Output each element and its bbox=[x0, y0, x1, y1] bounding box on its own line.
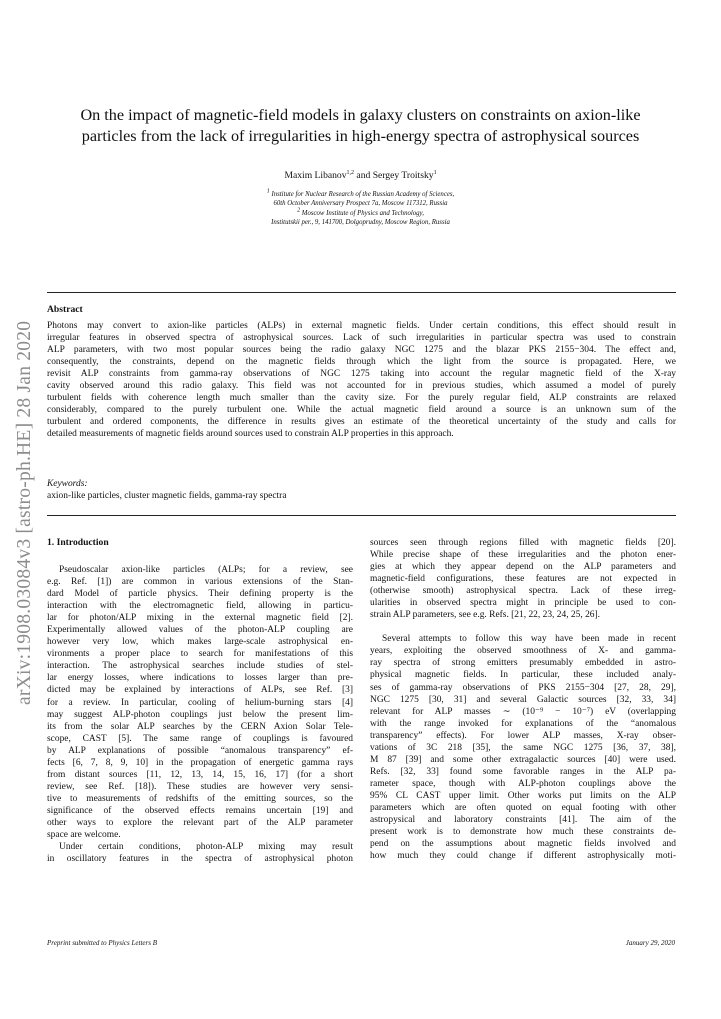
affiliation-line: $^2$ Moscow Institute of Physics and Technology, bbox=[297, 207, 424, 217]
text-line: present work is to demonstrate how much these constraints de- bbox=[370, 827, 676, 838]
text-line: parameters which are often quoted on equal footing with other bbox=[370, 802, 676, 813]
text-line: from distant sources [11, 12, 13, 14, 15, 16, 17] (for a short bbox=[47, 769, 353, 780]
author-name: Maxim Libanov bbox=[284, 170, 347, 181]
text-line: Experimentally allowed values of the photon-ALP coupling are bbox=[47, 625, 353, 636]
text-line: space are welcome. bbox=[47, 830, 121, 841]
text-line: ularities in observed spectra might in principle be used to con- bbox=[370, 598, 676, 609]
divider bbox=[47, 292, 676, 293]
abstract-line: revisit ALP constraints from gamma-ray observations of NGC 1275 taking into account the regular magnetic field of the X-ray bbox=[47, 369, 676, 380]
text-line: rameter space, though with ALP-photon couplings above the bbox=[370, 778, 676, 789]
text-line: may suggest ALP-photon couplings just below the present lim- bbox=[47, 709, 353, 720]
text-line: While precise shape of these irregularities and the photon ener- bbox=[370, 550, 676, 561]
footer-journal: Preprint submitted to Physics Letters B bbox=[47, 939, 157, 947]
text-line: vironments a proper place to search for manifestations of this bbox=[47, 649, 353, 660]
author-affil-mark: 1 bbox=[433, 169, 437, 176]
text-line: physical magnetic fields. In particular, these included analy- bbox=[370, 670, 676, 681]
text-line: scope, CAST [5]. The same range of couplings is favoured bbox=[47, 733, 353, 744]
abstract-line: consequently, the constraints, depend on the magnetic fields through which the light from the source is propagated. Here, we bbox=[47, 357, 676, 368]
text-line: magnetic-field configurations, these features are not expected in bbox=[370, 574, 676, 585]
text-line: Under certain conditions, photon-ALP mixing may result bbox=[59, 842, 353, 853]
left-column bbox=[47, 564, 353, 865]
text-line: M 87 [39] and some other extragalactic sources [40] were used. bbox=[370, 754, 676, 765]
abstract-body bbox=[47, 320, 676, 440]
text-line: other ways to explore the relevant part of the ALP parameter bbox=[47, 817, 353, 828]
paragraph-gap bbox=[370, 621, 676, 633]
text-line: ses of gamma-ray observations of PKS 2155−304 [27, 28, 29], bbox=[370, 682, 676, 693]
keywords-heading: Keywords: bbox=[47, 479, 88, 489]
author-line bbox=[0, 170, 721, 181]
text-line: vations of 3C 218 [35], the same NGC 1275 [36, 37, 38], bbox=[370, 742, 676, 753]
divider bbox=[47, 515, 676, 516]
text-line: with the range invoked for explanations of the “anomalous bbox=[370, 718, 676, 729]
text-line: for a review. In particular, cooling of helium-burning stars [4] bbox=[47, 697, 353, 708]
text-line: fects [6, 7, 8, 9, 10] in the propagation of energetic gamma rays bbox=[47, 757, 353, 768]
author-conjunction: and bbox=[354, 170, 373, 181]
text-line: dicted may be explained by interactions of ALPs, see Ref. [3] bbox=[47, 685, 353, 696]
text-line: by ALP explanations of possible “anomalous transparency” ef- bbox=[47, 745, 353, 756]
title-line: On the impact of magnetic-field models in galaxy clusters on constraints on axion-like bbox=[80, 106, 641, 124]
abstract-line: turbulent fields with coherence length much smaller than the cavity size. For the purely regular field, ALP constraints are relaxed bbox=[47, 393, 676, 404]
footer-date: January 29, 2020 bbox=[625, 939, 675, 947]
text-line: e.g. Ref. [1]) are common in various extensions of the Stan- bbox=[47, 577, 353, 588]
text-line: dard Model of particle physics. Their defining property is the bbox=[47, 589, 353, 600]
section-heading: 1. Introduction bbox=[47, 537, 109, 548]
title-line: particles from the lack of irregularities in high-energy spectra of astrophysical sources bbox=[81, 127, 640, 145]
author-name: Sergey Troitsky bbox=[372, 170, 434, 181]
affiliation-line: 60th October Anniversary Prospect 7a, Moscow 117312, Russia bbox=[273, 200, 448, 208]
text-line: sources seen through regions filled with magnetic fields [20]. bbox=[370, 538, 676, 548]
text-line: relevant for ALP masses ∼ (10⁻⁹ − 10⁻⁷) eV (overlapping bbox=[370, 706, 676, 717]
text-line: significance of the observed effects remains uncertain [19] and bbox=[47, 805, 353, 816]
text-line: in oscillatory features in the spectra of astrophysical photon bbox=[47, 854, 353, 865]
author-affil-mark: 1,2 bbox=[346, 169, 355, 176]
abstract-line: irregular features in observed spectra of astrophysical sources. Lack of such irregularities in particular spectra was used to constrain bbox=[47, 333, 676, 344]
text-line: how much they could change if different astrophysically moti- bbox=[370, 851, 676, 862]
abstract-line: considerably, compared to the purely turbulent one. While the actual magnetic field around a source is an unknown sum of the bbox=[47, 405, 676, 416]
text-line: NGC 1275 [30, 31] and several Galactic sources [32, 33, 34] bbox=[370, 694, 676, 705]
text-line: years, exploiting the observed smoothness of X- and gamma- bbox=[370, 646, 676, 657]
text-line: strain ALP parameters, see e.g. Refs. [21, 22, 23, 24, 25, 26]. bbox=[370, 610, 601, 621]
text-line: (otherwise smooth) astrophysical spectra. Lack of these irreg- bbox=[370, 586, 676, 597]
text-line: interaction. The astrophysical searches include studies of stel- bbox=[47, 661, 353, 672]
text-line: however very low, which makes large-scale astrophysical en- bbox=[47, 637, 353, 648]
text-line: Pseudoscalar axion-like particles (ALPs; for a review, see bbox=[59, 565, 353, 575]
text-line: interaction with the electromagnetic field, allowing in particu- bbox=[47, 601, 353, 612]
text-line: Refs. [32, 33] found some favorable ranges in the ALP pa- bbox=[370, 766, 676, 777]
text-line: review, see Ref. [18]). These studies are however very sensi- bbox=[47, 781, 353, 792]
affiliations bbox=[0, 190, 721, 227]
affiliation-line: Institutskii per., 9, 141700, Dolgoprudny, Moscow Region, Russia bbox=[271, 218, 450, 226]
abstract-line: detailed measurements of magnetic fields around sources used to constrain ALP properties in this approach. bbox=[47, 429, 454, 440]
text-line: Several attempts to follow this way have been made in recent bbox=[382, 634, 676, 645]
paper-title bbox=[50, 105, 671, 147]
text-line: lar energy losses, where indications to losses larger than pre- bbox=[47, 673, 353, 684]
affiliation-line: $^1$ Institute for Nuclear Research of the Russian Academy of Sciences, bbox=[266, 188, 455, 198]
abstract-line: turbulent and ordered components, the difference in results gives an estimate of the theoretical uncertainty of the study and calls for bbox=[47, 417, 676, 428]
right-column bbox=[370, 537, 676, 862]
text-line: its from the solar ALP searches by the CERN Axion Solar Tele- bbox=[47, 721, 353, 732]
text-line: 95% CL CAST upper limit. Other works put limits on the ALP bbox=[370, 790, 676, 801]
text-line: transparency” effects). For lower ALP masses, X-ray obser- bbox=[370, 730, 676, 741]
abstract-line: cavity observed around this radio galaxy. This field was not accounted for in previous studies, which assumed a model of purely bbox=[47, 381, 676, 392]
keywords-text: axion-like particles, cluster magnetic fields, gamma-ray spectra bbox=[47, 491, 287, 501]
text-line: gies at which they appear depend on the ALP parameters and bbox=[370, 562, 676, 573]
text-line: astropysical and laboratory constraints [41]. The aim of the bbox=[370, 815, 676, 826]
text-line: ray spectra of strong emitters presumably embedded in astro- bbox=[370, 658, 676, 669]
text-line: pend on the assumptions about magnetic fields involved and bbox=[370, 839, 676, 850]
abstract-heading: Abstract bbox=[47, 304, 83, 315]
text-line: lar for photon/ALP mixing in the external magnetic field [2]. bbox=[47, 613, 353, 624]
abstract-line: ALP parameters, with two most popular sources being the radio galaxy NGC 1275 and the blazar PKS 2155−304. The effect and, bbox=[47, 345, 676, 356]
text-line: tive to measurements of redshifts of the emitting sources, so the bbox=[47, 793, 353, 804]
abstract-line: Photons may convert to axion-like particles (ALPs) in external magnetic fields. Under certain conditions, this effect should result in bbox=[47, 321, 676, 331]
